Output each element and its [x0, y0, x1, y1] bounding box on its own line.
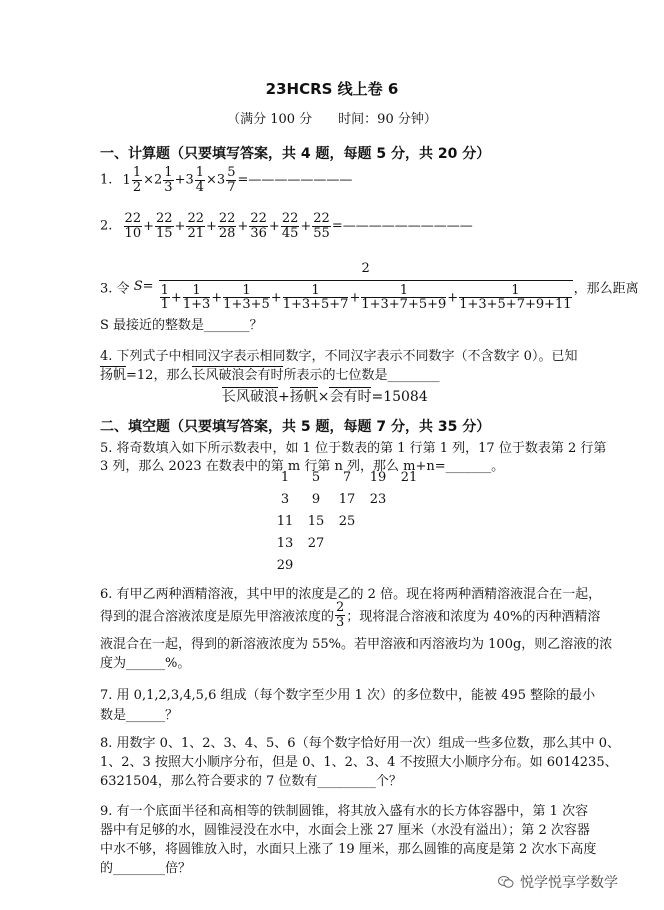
plus-sign: + [174, 218, 186, 234]
fraction: $\frac{22}{15}$ [156, 211, 173, 241]
fraction-term: $\frac{1}{1+3+5}$ [223, 282, 270, 313]
table-cell: 7 [342, 470, 352, 485]
question-2: 2. $\frac{22}{10}$ + $\frac{22}{15}$ + $\frac{22}{21}$ + $\frac{22}{28}$ + $\frac{22}{36}$ + $\frac{22}{45}$ + $\frac{22}{55}$ =—————————— [100, 211, 473, 241]
table-cell: 25 [338, 514, 356, 529]
fraction-term: $\frac{1}{1}$ [160, 282, 169, 313]
wechat-icon [498, 875, 514, 889]
plus-sign: + [349, 289, 361, 305]
question-7-line1: 7. 用 0,1,2,3,4,5,6 组成（每个数字至少用 1 次）的多位数中，能被 495 整除的最小 [100, 688, 596, 703]
plus-sign: + [211, 289, 223, 305]
plus-sign: + [170, 289, 182, 305]
fraction-term: $\frac{1}{1+3+5+7+9+11}$ [459, 282, 572, 313]
section-heading-calculation: 一、计算题（只要填写答案，共 4 题，每题 5 分，共 20 分） [100, 146, 491, 162]
question-4-line2: 扬帆=12，那么长风破浪会有时所表示的七位数是________ [100, 368, 440, 383]
table-cell: 1 [280, 470, 290, 485]
question-6-line2: 得到的混合溶液浓度是原先甲溶液浓度的 $\frac{2}{3}$ ；现将混合溶液和浓度为 40%的丙种酒精溶 [100, 600, 601, 630]
fraction: $\frac{22}{28}$ [218, 211, 236, 241]
question-5-line2: 3 列，那么 2023 在数表中的第 m 行第 n 列，那么 m+n=_______。 [100, 459, 505, 474]
table-cell: 11 [276, 514, 294, 529]
question-6-line4: 度为______%。 [100, 656, 191, 671]
fraction-term: $\frac{1}{1+3+5+7}$ [282, 282, 349, 313]
question-3-line2: S 最接近的整数是_______？ [100, 318, 263, 333]
question-4-line1: 4. 下列式子中相同汉字表示相同数字，不同汉字表示不同数字（不含数字 0）。已知 [100, 349, 578, 364]
plus-sign: + [270, 289, 282, 305]
table-cell: 21 [400, 470, 418, 485]
section-heading-fill: 二、填空题（只要填写答案，共 5 题，每题 7 分，共 35 分） [100, 419, 491, 435]
plus-sign: + [447, 289, 459, 305]
page-title: 23HCRS 线上卷 6 [265, 80, 399, 98]
table-cell: 13 [276, 536, 294, 551]
plus-sign: + [206, 218, 217, 234]
table-cell: 29 [276, 558, 294, 573]
table-cell: 17 [338, 492, 356, 507]
fraction: $\frac{22}{21}$ [187, 211, 204, 241]
page-subtitle: （满分 100 分 时间：90 分钟） [227, 112, 437, 127]
question-6-line1: 6. 有甲乙两种酒精溶液，其中甲的浓度是乙的 2 倍。现在将两种酒精溶液混合在一起， [100, 587, 602, 602]
question-9-line4: 的________倍？ [100, 861, 192, 876]
question-7-line2: 数是______？ [100, 708, 179, 723]
fraction: $\frac{22}{10}$ [124, 211, 142, 241]
plus-sign: + [143, 218, 154, 234]
question-3-big-fraction: 2 $\frac{1}{1}$ + $\frac{1}{1+3}$ + $\frac{1}{1+3+5}$ + $\frac{1}{1+3+5+7}$ + $\frac{1}{1+3+7+5+9}$ + $\frac{1}{1+3+5+7+9+11}$ [160, 261, 572, 313]
table-cell: 5 [311, 470, 321, 485]
table-cell: 19 [369, 470, 387, 485]
odd-number-table [270, 470, 420, 573]
plus-sign: + [268, 218, 280, 234]
question-8-line1: 8. 用数字 0、1、2、3、4、5、6（每个数字恰好用一次）组成一些多位数，那么其中 0、 [100, 736, 620, 751]
table-cell: 3 [280, 492, 290, 507]
fraction: $\frac{22}{36}$ [250, 211, 267, 241]
question-9-line3: 中水不够，将圆锥放入时，水面只上涨了 19 厘米，那么圆锥的高度是第 2 次水下高度 [100, 842, 597, 857]
table-cell: 27 [307, 536, 325, 551]
plus-sign: + [300, 218, 312, 234]
table-cell: 23 [369, 492, 387, 507]
question-6-line3: 液混合在一起，得到的新溶液浓度为 55%。若甲溶液和丙溶液均为 100g，则乙溶液的浓 [100, 637, 613, 652]
question-3: 3. 令 S= 2 $\frac{1}{1}$ + $\frac{1}{1+3}$ + $\frac{1}{1+3+5}$ + $\frac{1}{1+3+5+7}$ + $\frac{1}{1+3+7+5+9}$ + $\frac{1}{1+3+5+7+9+11}$ ，那么距离 [100, 261, 639, 313]
question-9-line2: 器中有足够的水，圆锥浸没在水中，水面会上涨 27 厘米（水没有溢出）；第 2 次容器 [100, 823, 590, 838]
question-5-line1: 5. 将奇数填入如下所示数表中，如 1 位于数表的第 1 行第 1 列，17 位于数表第 2 行第 [100, 441, 607, 456]
question-8-line2: 1、2、3 按照大小顺序分布，但是 0、1、2、3、4 不按照大小顺序分布。如 6014235、 [100, 755, 618, 770]
question-1: 1. 1 $\frac{1}{2}$ ×2 $\frac{1}{3}$ +3 $\frac{1}{4}$ ×3 $\frac{5}{7}$ =———————— [100, 165, 353, 195]
fraction: $\frac{22}{55}$ [313, 211, 330, 241]
watermark: 悦学悦享学数学 [498, 872, 618, 892]
fraction-term: $\frac{1}{1+3}$ [182, 282, 211, 313]
fraction: $\frac{22}{45}$ [281, 211, 299, 241]
table-cell: 15 [307, 514, 325, 529]
table-cell: 9 [311, 492, 321, 507]
question-8-line3: 6321504，那么符合要求的 7 位数有_________个？ [100, 774, 402, 789]
plus-sign: + [237, 218, 249, 234]
fraction-term: $\frac{1}{1+3+7+5+9}$ [361, 282, 447, 313]
question-4-equation: 长风破浪+扬帆×会有时=15084 [222, 389, 428, 405]
question-9-line1: 9. 有一个底面半径和高相等的铁制圆锥，将其放入盛有水的长方体容器中，第 1 次容 [100, 804, 589, 819]
